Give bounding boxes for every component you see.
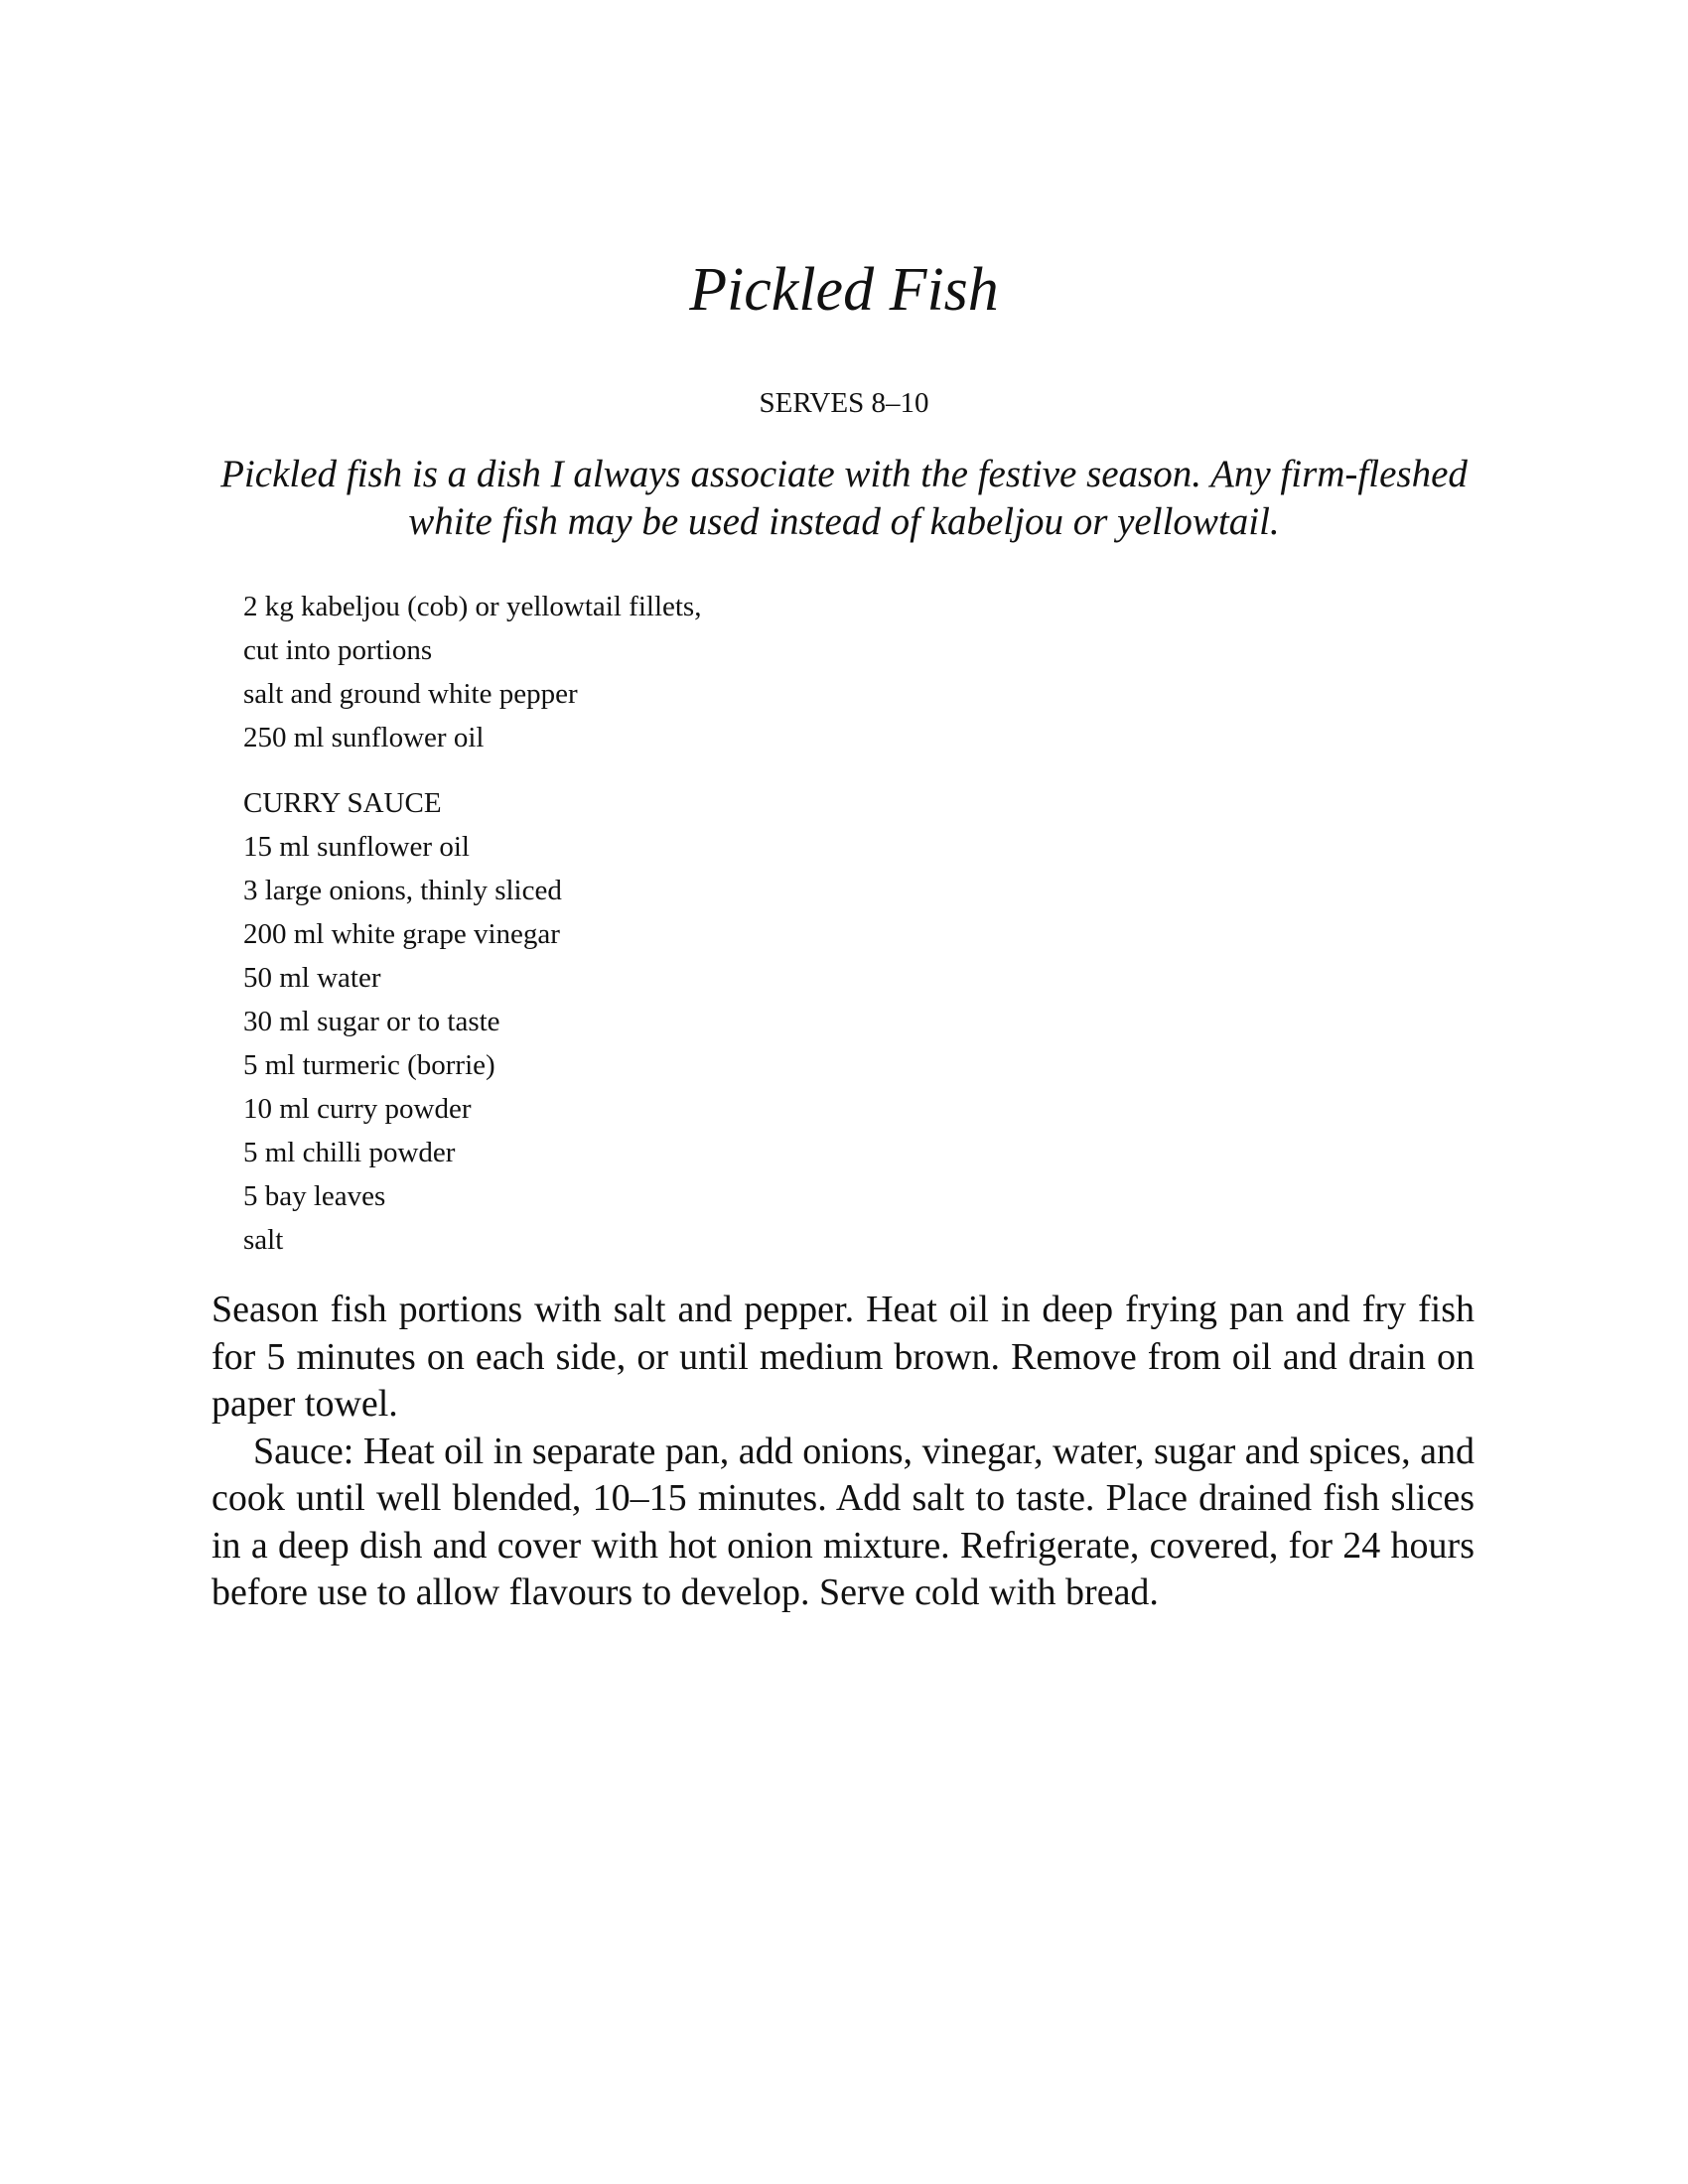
ingredient-item: 30 ml sugar or to taste: [243, 1006, 500, 1037]
ingredients-list-sauce: [243, 781, 1137, 1262]
ingredient-item: salt and ground white pepper: [243, 678, 578, 710]
method-paragraph: Season fish portions with salt and pepper. Heat oil in deep frying pan and fry fish for 5 minutes on each side, or until medium brown. Remove from oil and drain on paper towel.: [211, 1289, 1475, 1425]
ingredient-item: 10 ml curry powder: [243, 1093, 472, 1125]
ingredient-item: 5 ml turmeric (borrie): [243, 1049, 495, 1081]
ingredient-item: 50 ml water: [243, 962, 381, 994]
ingredient-item: 15 ml sunflower oil: [243, 831, 470, 863]
ingredient-item: 3 large onions, thinly sliced: [243, 875, 562, 906]
ingredient-item: salt: [243, 1224, 284, 1256]
serves-label: SERVES 8–10: [759, 387, 929, 419]
ingredient-item: 5 bay leaves: [243, 1180, 386, 1212]
ingredient-item: 200 ml white grape vinegar: [243, 918, 560, 950]
ingredients-list-main: [243, 585, 1137, 759]
method-paragraph: Sauce: Heat oil in separate pan, add onions, vinegar, water, sugar and spices, and cook until well blended, 10–15 minutes. Add salt to taste. Place drained fish slices in a deep dish and cover with hot onion mixture. Refrigerate, covered, for 24 hours before use to allow flavours to develop. Serve cold with bread.: [211, 1430, 1475, 1613]
ingredient-item: 5 ml chilli powder: [243, 1137, 456, 1168]
ingredient-item: 2 kg kabeljou (cob) or yellowtail fillets,: [243, 591, 702, 622]
ingredient-item: 250 ml sunflower oil: [243, 722, 485, 753]
method-section: [211, 1287, 1475, 1617]
recipe-intro: Pickled fish is a dish I always associate with the festive season. Any firm-fleshed white fish may be used instead of kabeljou or yellowtail.: [220, 453, 1468, 543]
ingredient-item: cut into portions: [243, 634, 433, 666]
sauce-heading: CURRY SAUCE: [243, 787, 442, 819]
recipe-title: Pickled Fish: [689, 256, 999, 324]
